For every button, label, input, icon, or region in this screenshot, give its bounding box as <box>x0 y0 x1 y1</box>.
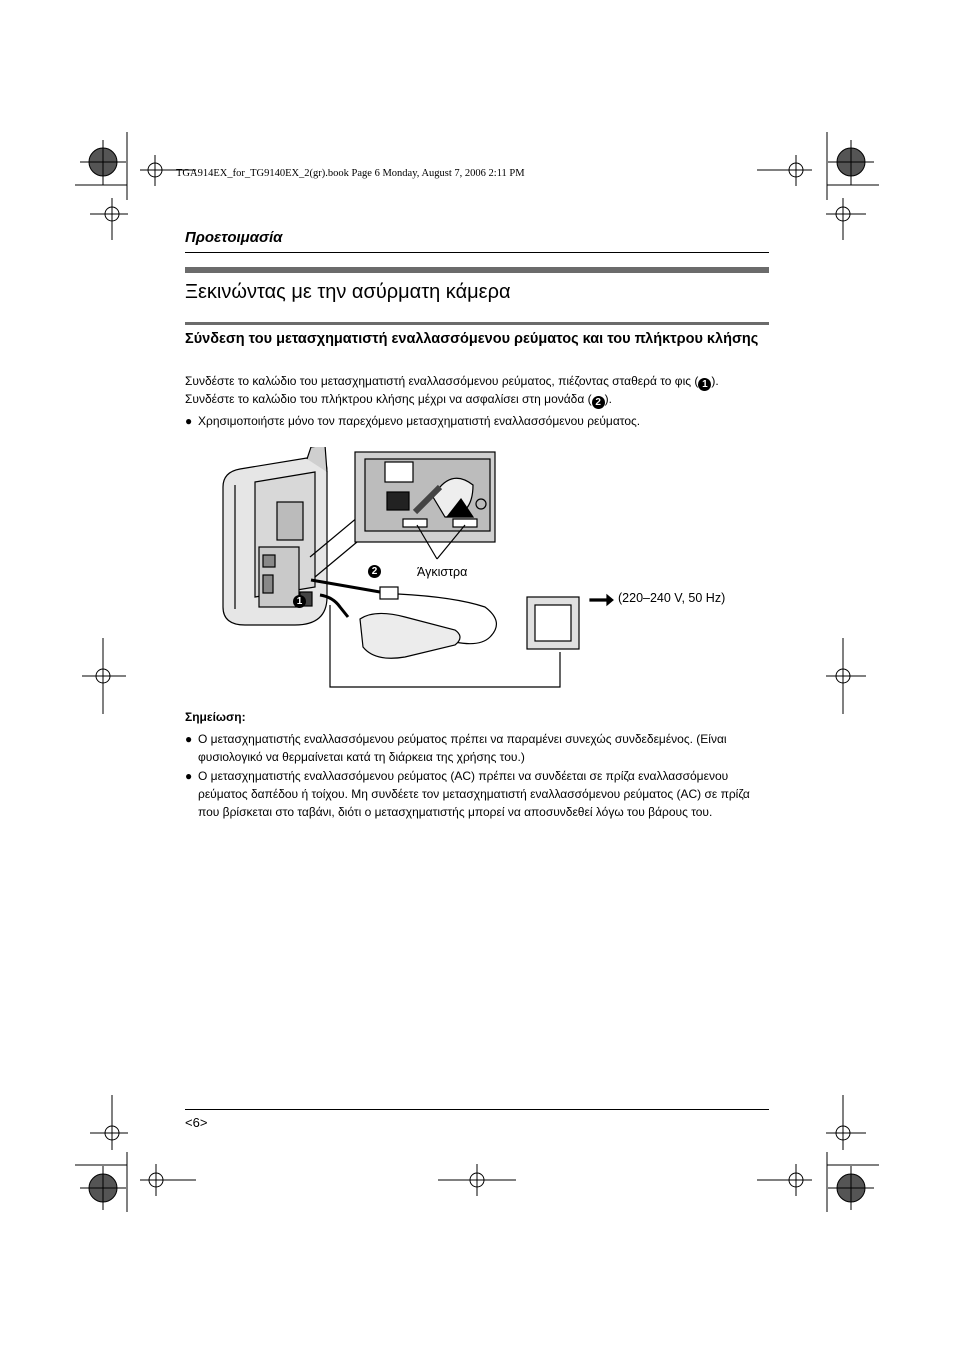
section-label: Προετοιμασία <box>185 229 283 246</box>
instruction-bullet: ● Χρησιμοποιήστε μόνο τον παρεχόμενο μετασχηματιστή εναλλασσόμενου ρεύματος. <box>185 414 641 428</box>
connection-diagram <box>215 447 775 697</box>
instruction-line-1: Συνδέστε το καλώδιο του μετασχηματιστή εναλλασσόμενου ρεύματος, πιέζοντας σταθερά το φις ( 1 ). <box>185 374 719 390</box>
power-label: (220–240 V, 50 Hz) <box>618 591 726 605</box>
page-number: <6> <box>185 1115 208 1130</box>
page-title: Ξεκινώντας με την ασύρματη κάμερα <box>185 281 511 303</box>
subsection-heading: Σύνδεση του μετασχηματιστή εναλλασσόμενου ρεύματος και του πλήκτρου κλήσης <box>185 331 759 347</box>
instruction-line-2: Συνδέστε το καλώδιο του πλήκτρου κλήσης μέχρι να ασφαλίσει στη μονάδα ( 2 ). <box>185 392 612 408</box>
print-file-info: TGA914EX_for_TG9140EX_2(gr).book Page 6 Monday, August 7, 2006 2:11 PM <box>176 168 525 179</box>
bullet-icon: ● <box>185 732 193 746</box>
hooks-label: Άγκιστρα <box>417 565 468 579</box>
diagram-marker-1: 1 <box>293 595 306 608</box>
title-bar <box>185 267 769 273</box>
step-marker-1: 1 <box>698 378 711 391</box>
note-item: ● Ο μετασχηματιστής εναλλασσόμενου ρεύματος πρέπει να παραμένει συνεχώς συνδεδεμένος. (Είναι φυσιολογικό να θερμαίνεται κατά τη διάρκεια της χρήσης του.) <box>185 732 727 764</box>
diagram-marker-2: 2 <box>368 565 381 578</box>
step-marker-2: 2 <box>592 396 605 409</box>
subheading-bar <box>185 322 769 325</box>
note-title: Σημείωση: <box>185 710 246 724</box>
bullet-icon: ● <box>185 414 193 428</box>
bullet-icon: ● <box>185 769 193 783</box>
footer-rule <box>185 1109 769 1110</box>
header-rule <box>185 252 769 253</box>
note-item: ● Ο μετασχηματιστής εναλλασσόμενου ρεύματος (AC) πρέπει να συνδέεται σε πρίζα εναλλασσόμενου ρεύματος δαπέδου ή τοίχου. Μη συνδέετε τον μετασχηματιστή εναλλασσόμενου ρεύματος (AC) σε πρίζα που βρίσκεται στο ταβάνι, διότι ο μετασχηματιστής μπορεί να αποσυνδεθεί λόγω του βάρους του. <box>185 769 750 819</box>
